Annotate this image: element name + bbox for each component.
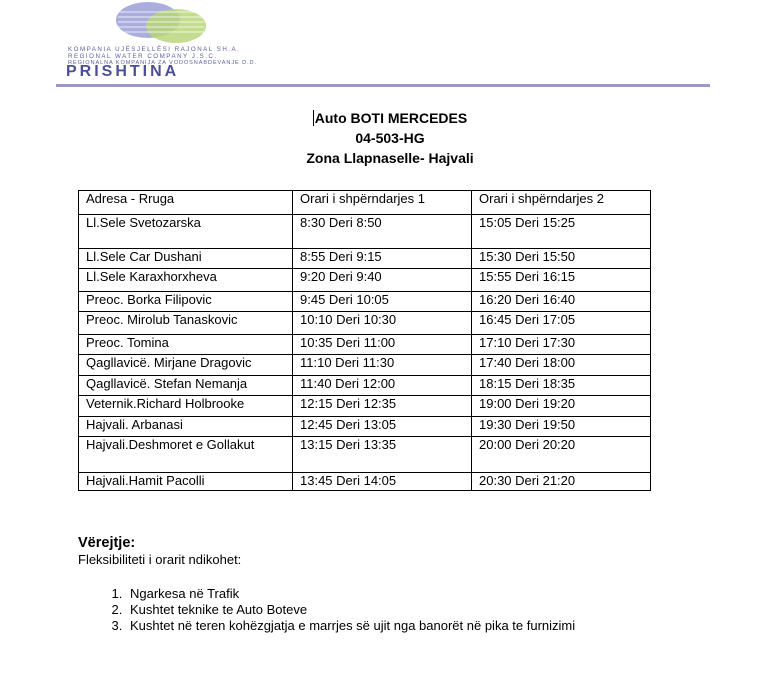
notes-heading: Vërejtje: — [78, 535, 136, 551]
schedule-table — [78, 190, 651, 491]
list-item: 3. Kushtet në teren kohëzgjatja e marrjes së ujit nga banorët në pika te furnizimi — [126, 618, 575, 634]
table-cell: 13:15 Deri 13:35 — [293, 437, 472, 473]
column-header: Orari i shpërndarjes 2 — [472, 191, 651, 215]
table-cell: Veternik.Richard Holbrooke — [79, 396, 293, 417]
table-cell: Ll.Sele Svetozarska — [79, 215, 293, 249]
table-row — [79, 249, 651, 269]
table-row — [79, 396, 651, 417]
table-row — [79, 376, 651, 396]
table-cell: Qagllavicë. Mirjane Dragovic — [79, 355, 293, 376]
table-cell: 15:05 Deri 15:25 — [472, 215, 651, 249]
logo-brand: PRISHTINA — [66, 63, 180, 80]
table-cell: Hajvali.Hamit Pacolli — [79, 473, 293, 491]
table-cell: 19:30 Deri 19:50 — [472, 417, 651, 437]
table-cell: 8:30 Deri 8:50 — [293, 215, 472, 249]
vehicle-title — [0, 108, 757, 128]
document-title — [0, 108, 757, 168]
table-cell: Ll.Sele Car Dushani — [79, 249, 293, 269]
table-row — [79, 437, 651, 473]
column-header: Orari i shpërndarjes 1 — [293, 191, 472, 215]
table-cell: 16:20 Deri 16:40 — [472, 292, 651, 312]
list-item: 2. Kushtet teknike te Auto Boteve — [126, 602, 575, 618]
table-cell: Preoc. Mirolub Tanaskovic — [79, 312, 293, 335]
table-row — [79, 215, 651, 249]
notes-list — [78, 586, 575, 634]
plate-number: 04-503-HG — [355, 130, 425, 146]
table-cell: 19:00 Deri 19:20 — [472, 396, 651, 417]
header-divider — [56, 84, 710, 87]
table-row — [79, 417, 651, 437]
table-row — [79, 292, 651, 312]
table-cell: 11:10 Deri 11:30 — [293, 355, 472, 376]
table-cell: 15:30 Deri 15:50 — [472, 249, 651, 269]
table-cell: 17:40 Deri 18:00 — [472, 355, 651, 376]
table-cell: 20:00 Deri 20:20 — [472, 437, 651, 473]
table-cell: 17:10 Deri 17:30 — [472, 335, 651, 355]
logo-circles-icon — [114, 0, 210, 46]
logo-line-2: REGIONAL WATER COMPANY J.S.C. — [68, 53, 218, 60]
table-row — [79, 335, 651, 355]
table-cell: 10:10 Deri 10:30 — [293, 312, 472, 335]
table-row — [79, 473, 651, 491]
table-cell: Preoc. Tomina — [79, 335, 293, 355]
vehicle-text: Auto BOTI MERCEDES — [314, 110, 468, 126]
table-cell: 9:45 Deri 10:05 — [293, 292, 472, 312]
table-cell: Qagllavicë. Stefan Nemanja — [79, 376, 293, 396]
table-cell: 9:20 Deri 9:40 — [293, 269, 472, 292]
logo-line-3: REGIONALNA KOMPANIJA ZA VODOSNABDEVANJE D.D. — [68, 60, 257, 66]
table-cell: Hajvali.Deshmoret e Gollakut — [79, 437, 293, 473]
zone-title: Zona Llapnaselle- Hajvali — [306, 150, 474, 166]
table-cell: 18:15 Deri 18:35 — [472, 376, 651, 396]
table-cell: Hajvali. Arbanasi — [79, 417, 293, 437]
logo-line-1: KOMPANIA UJËSJELLËSI RAJONAL SH.A. — [68, 46, 241, 53]
table-cell: Preoc. Borka Filipovic — [79, 292, 293, 312]
table-cell: 16:45 Deri 17:05 — [472, 312, 651, 335]
notes-subheading: Fleksibiliteti i orarit ndikohet: — [78, 552, 242, 567]
table-row — [79, 269, 651, 292]
table-cell: Ll.Sele Karaxhorxheva — [79, 269, 293, 292]
table-header-row — [79, 191, 651, 215]
list-item: 1. Ngarkesa në Trafik — [126, 586, 575, 602]
table-cell: 20:30 Deri 21:20 — [472, 473, 651, 491]
table-cell: 12:15 Deri 12:35 — [293, 396, 472, 417]
company-logo — [66, 0, 286, 82]
table-cell: 8:55 Deri 9:15 — [293, 249, 472, 269]
table-cell: 12:45 Deri 13:05 — [293, 417, 472, 437]
table-cell: 15:55 Deri 16:15 — [472, 269, 651, 292]
column-header: Adresa - Rruga — [79, 191, 293, 215]
table-row — [79, 312, 651, 335]
table-cell: 13:45 Deri 14:05 — [293, 473, 472, 491]
table-cell: 10:35 Deri 11:00 — [293, 335, 472, 355]
table-cell: 11:40 Deri 12:00 — [293, 376, 472, 396]
table-row — [79, 355, 651, 376]
notes-section — [78, 534, 575, 634]
